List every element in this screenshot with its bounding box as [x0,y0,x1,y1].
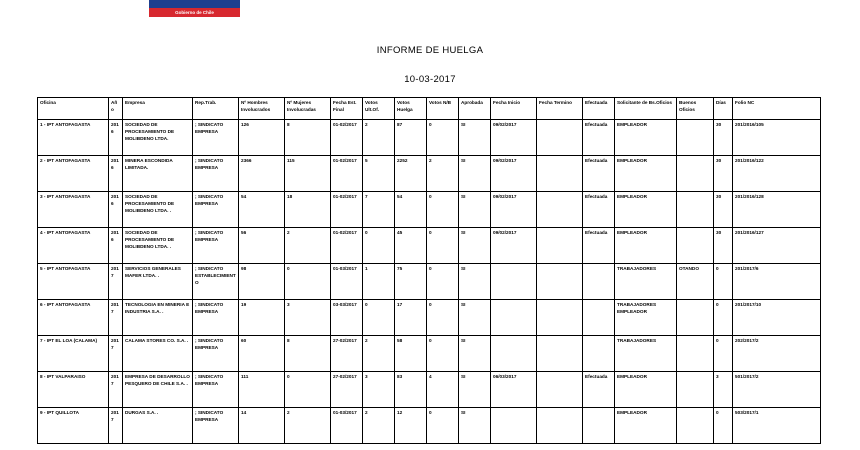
table-cell: SI [459,264,491,300]
table-cell: 2016 [109,228,123,264]
table-cell: DURGAS S.A. . [123,408,193,444]
table-cell: 0 [714,336,733,372]
table-cell [677,120,714,156]
table-cell: 2017 [109,372,123,408]
table-cell: SI [459,408,491,444]
table-cell: 2252 [395,156,427,192]
table-cell: SI [459,156,491,192]
table-cell: EMPLEADOR [615,192,677,228]
table-cell: SOCIEDAD DE PROCESAMIENTO DE MOLIBDENO LTDA. . [123,228,193,264]
table-cell: SI [459,228,491,264]
table-cell: 3 [363,372,395,408]
table-cell: ; SINDICATO EMPRESA [193,228,239,264]
table-cell: 27-02/2017 [331,372,363,408]
table-cell: 2 [285,408,331,444]
table-row [38,372,821,408]
strike-report-table [37,97,821,444]
table-cell: 0 [714,300,733,336]
table-cell: 2016 [109,192,123,228]
table-cell: 01-02/2017 [331,192,363,228]
table-cell: 14 [239,408,285,444]
table-cell: 2017 [109,300,123,336]
table-cell: 2016 [109,156,123,192]
table-cell: Efectuada [583,156,615,192]
table-cell [583,300,615,336]
table-cell: ; SINDICATO EMPRESA [193,336,239,372]
table-cell: SI [459,372,491,408]
table-cell: 18 [285,192,331,228]
table-cell [491,408,537,444]
table-cell: SI [459,300,491,336]
table-cell: SI [459,120,491,156]
table-cell: 5 - IPT ANTOFAGASTA [38,264,109,300]
table-cell: 501/2017/2 [733,372,821,408]
table-cell: 2366 [239,156,285,192]
table-cell: 4 [427,372,459,408]
table-cell: EMPRESA DE DESARROLLO PESQUERO DE CHILE S.A. . [123,372,193,408]
column-header: Nº Hombres Involucrados [239,98,285,120]
table-cell: 0 [714,264,733,300]
table-cell: ; SINDICATO EMPRESA [193,156,239,192]
table-cell: 202/2017/2 [733,336,821,372]
table-cell: 09/02/2017 [491,120,537,156]
table-row [38,120,821,156]
table-cell: 0 [714,408,733,444]
table-cell: 2 - IPT ANTOFAGASTA [38,156,109,192]
table-cell: OTANDO [677,264,714,300]
table-cell: 2 [363,336,395,372]
table-cell [677,156,714,192]
table-cell: SI [459,336,491,372]
column-header: Aprobada [459,98,491,120]
table-cell: ; SINDICATO EMPRESA [193,372,239,408]
table-cell [677,408,714,444]
table-cell: 0 [363,300,395,336]
table-cell: ; SINDICATO EMPRESA [193,408,239,444]
table-cell: SOCIEDAD DE PROCESAMIENTO DE MOLIBDENO LTDA. [123,120,193,156]
table-cell [677,228,714,264]
column-header: Empresa [123,98,193,120]
table-cell: 2017 [109,408,123,444]
table-cell: 2 [363,120,395,156]
table-cell: 0 [363,228,395,264]
table-cell: 58 [395,336,427,372]
report-title: INFORME DE HUELGA [376,45,484,56]
table-cell: 5 [363,156,395,192]
table-cell: 2 [285,228,331,264]
table-cell [677,300,714,336]
table-cell: 8 - IPT VALPARAISO [38,372,109,408]
table-cell: 30 [714,192,733,228]
table-cell: 06/03/2017 [491,372,537,408]
column-header: Buenos Oficios [677,98,714,120]
table-cell: 12 [395,408,427,444]
table-cell: 01-03/2017 [331,264,363,300]
table-cell: 45 [395,228,427,264]
table-cell [583,336,615,372]
table-cell: 09/02/2017 [491,156,537,192]
table-cell: 0 [427,120,459,156]
table-cell: 09/02/2017 [491,192,537,228]
table-cell: 30 [714,120,733,156]
table-cell: 01-02/2017 [331,120,363,156]
table-cell: 0 [285,372,331,408]
table-cell: TECNOLOGIA EN MINERIA E INDUSTRIA S.A. . [123,300,193,336]
table-cell: SOCIEDAD DE PROCESAMIENTO DE MOLIBDENO LTDA. . [123,192,193,228]
table-cell: 87 [395,120,427,156]
table-cell: 0 [427,228,459,264]
table-cell: 30 [714,156,733,192]
table-cell [491,264,537,300]
table-cell [677,192,714,228]
table-cell: 0 [285,264,331,300]
table-cell [537,264,583,300]
table-cell: 2016 [109,120,123,156]
table-cell: 9 - IPT QUILLOTA [38,408,109,444]
gobierno-logo [149,0,240,17]
table-cell: 6 - IPT ANTOFAGASTA [38,300,109,336]
table-cell [537,372,583,408]
table-cell: 8 [285,336,331,372]
table-cell: 0 [427,264,459,300]
table-cell: 3 [285,300,331,336]
table-cell [537,192,583,228]
table-cell: 03-03/2017 [331,300,363,336]
table-cell: Efectuada [583,192,615,228]
table-body [38,120,821,444]
table-cell: 2 [363,408,395,444]
table-cell: Efectuada [583,228,615,264]
table-row [38,228,821,264]
table-cell: 56 [239,228,285,264]
table-cell: 60 [239,336,285,372]
table-cell: 201/2017/6 [733,264,821,300]
table-cell: 1 - IPT ANTOFAGASTA [38,120,109,156]
table-row [38,408,821,444]
table-cell: SI [459,192,491,228]
table-cell: 0 [427,336,459,372]
table-cell: 7 [363,192,395,228]
column-header: Efectuada [583,98,615,120]
logo-text: Gobierno de Chile [149,8,240,17]
table-cell [583,408,615,444]
table-cell: 201/2016/128 [733,192,821,228]
table-cell: 19 [239,300,285,336]
table-cell: 01-02/2017 [331,228,363,264]
table-cell: 126 [239,120,285,156]
table-cell: TRABAJADORES [615,264,677,300]
column-header: Oficina [38,98,109,120]
table-cell: 83 [395,372,427,408]
table-cell: 4 - IPT ANTOFAGASTA [38,228,109,264]
table-cell: 201/2016/127 [733,228,821,264]
table-cell: TRABAJADORES [615,336,677,372]
column-header: Año [109,98,123,120]
table-cell [537,408,583,444]
table-cell: 201/2017/10 [733,300,821,336]
table-row [38,264,821,300]
table-cell [491,300,537,336]
table-cell: CALAMA STORES CO. S.A. . [123,336,193,372]
table-cell: 54 [395,192,427,228]
table-cell [537,336,583,372]
column-header: Nº Mujeres Involucradas [285,98,331,120]
table-cell: EMPLEADOR [615,408,677,444]
table-cell: SERVICIOS GENERALES MAFER LTDA. . [123,264,193,300]
table-cell: 09/02/2017 [491,228,537,264]
table-cell: ; SINDICATO EMPRESA [193,300,239,336]
table-cell: 01-02/2017 [331,156,363,192]
column-header: Folio NC [733,98,821,120]
table-cell: 17 [395,300,427,336]
table-cell [583,264,615,300]
table-cell: 27-02/2017 [331,336,363,372]
table-cell: TRABAJADORES EMPLEADOR [615,300,677,336]
table-cell: Efectuada [583,120,615,156]
table-cell: 201/2016/105 [733,120,821,156]
table-cell: 2017 [109,336,123,372]
table-cell: ; SINDICATO EMPRESA [193,192,239,228]
table-cell: ; SINDICATO ESTABLECIMIENTO [193,264,239,300]
table-cell: Efectuada [583,372,615,408]
table-cell [677,372,714,408]
table-cell: MINERA ESCONDIDA LIMITADA. [123,156,193,192]
table-cell: ; SINDICATO EMPRESA [193,120,239,156]
table-cell: 98 [239,264,285,300]
table-row [38,300,821,336]
table-cell [537,156,583,192]
table-cell: 75 [395,264,427,300]
column-header: Votos Ult.Of. [363,98,395,120]
table-cell: 2017 [109,264,123,300]
table-row [38,192,821,228]
column-header: Fecha Inicio [491,98,537,120]
table-cell: EMPLEADOR [615,228,677,264]
table-cell: EMPLEADOR [615,372,677,408]
table-cell: EMPLEADOR [615,156,677,192]
table-cell: 54 [239,192,285,228]
column-header: Fecha Est. Final [331,98,363,120]
table-cell: EMPLEADOR [615,120,677,156]
table-cell: 30 [714,228,733,264]
table-cell: 3 [714,372,733,408]
logo-blue-band [149,0,240,8]
table-cell: 201/2016/122 [733,156,821,192]
table-cell: 2 [427,156,459,192]
table-cell: 0 [427,192,459,228]
table-row [38,156,821,192]
report-date: 10-03-2017 [404,74,456,85]
table-cell: 0 [427,408,459,444]
column-header: Fecha Termino [537,98,583,120]
column-header: Rep.Trab. [193,98,239,120]
table-cell: 1 [363,264,395,300]
table-cell: 7 - IPT EL LOA (CALAMA) [38,336,109,372]
table-cell [537,300,583,336]
column-header: Solicitante de Bs.Oficios [615,98,677,120]
table-cell [677,336,714,372]
table-cell [537,120,583,156]
table-cell: 111 [239,372,285,408]
column-header: Votos Huelga [395,98,427,120]
table-cell [537,228,583,264]
table-row [38,336,821,372]
column-header: Días [714,98,733,120]
table-cell: 8 [285,120,331,156]
table-cell: 503/2017/1 [733,408,821,444]
table-cell: 01-03/2017 [331,408,363,444]
table-cell: 0 [427,300,459,336]
table-cell: 3 - IPT ANTOFAGASTA [38,192,109,228]
table-cell [491,336,537,372]
table-header-row [38,98,821,120]
table-cell: 115 [285,156,331,192]
column-header: Votos N/B [427,98,459,120]
